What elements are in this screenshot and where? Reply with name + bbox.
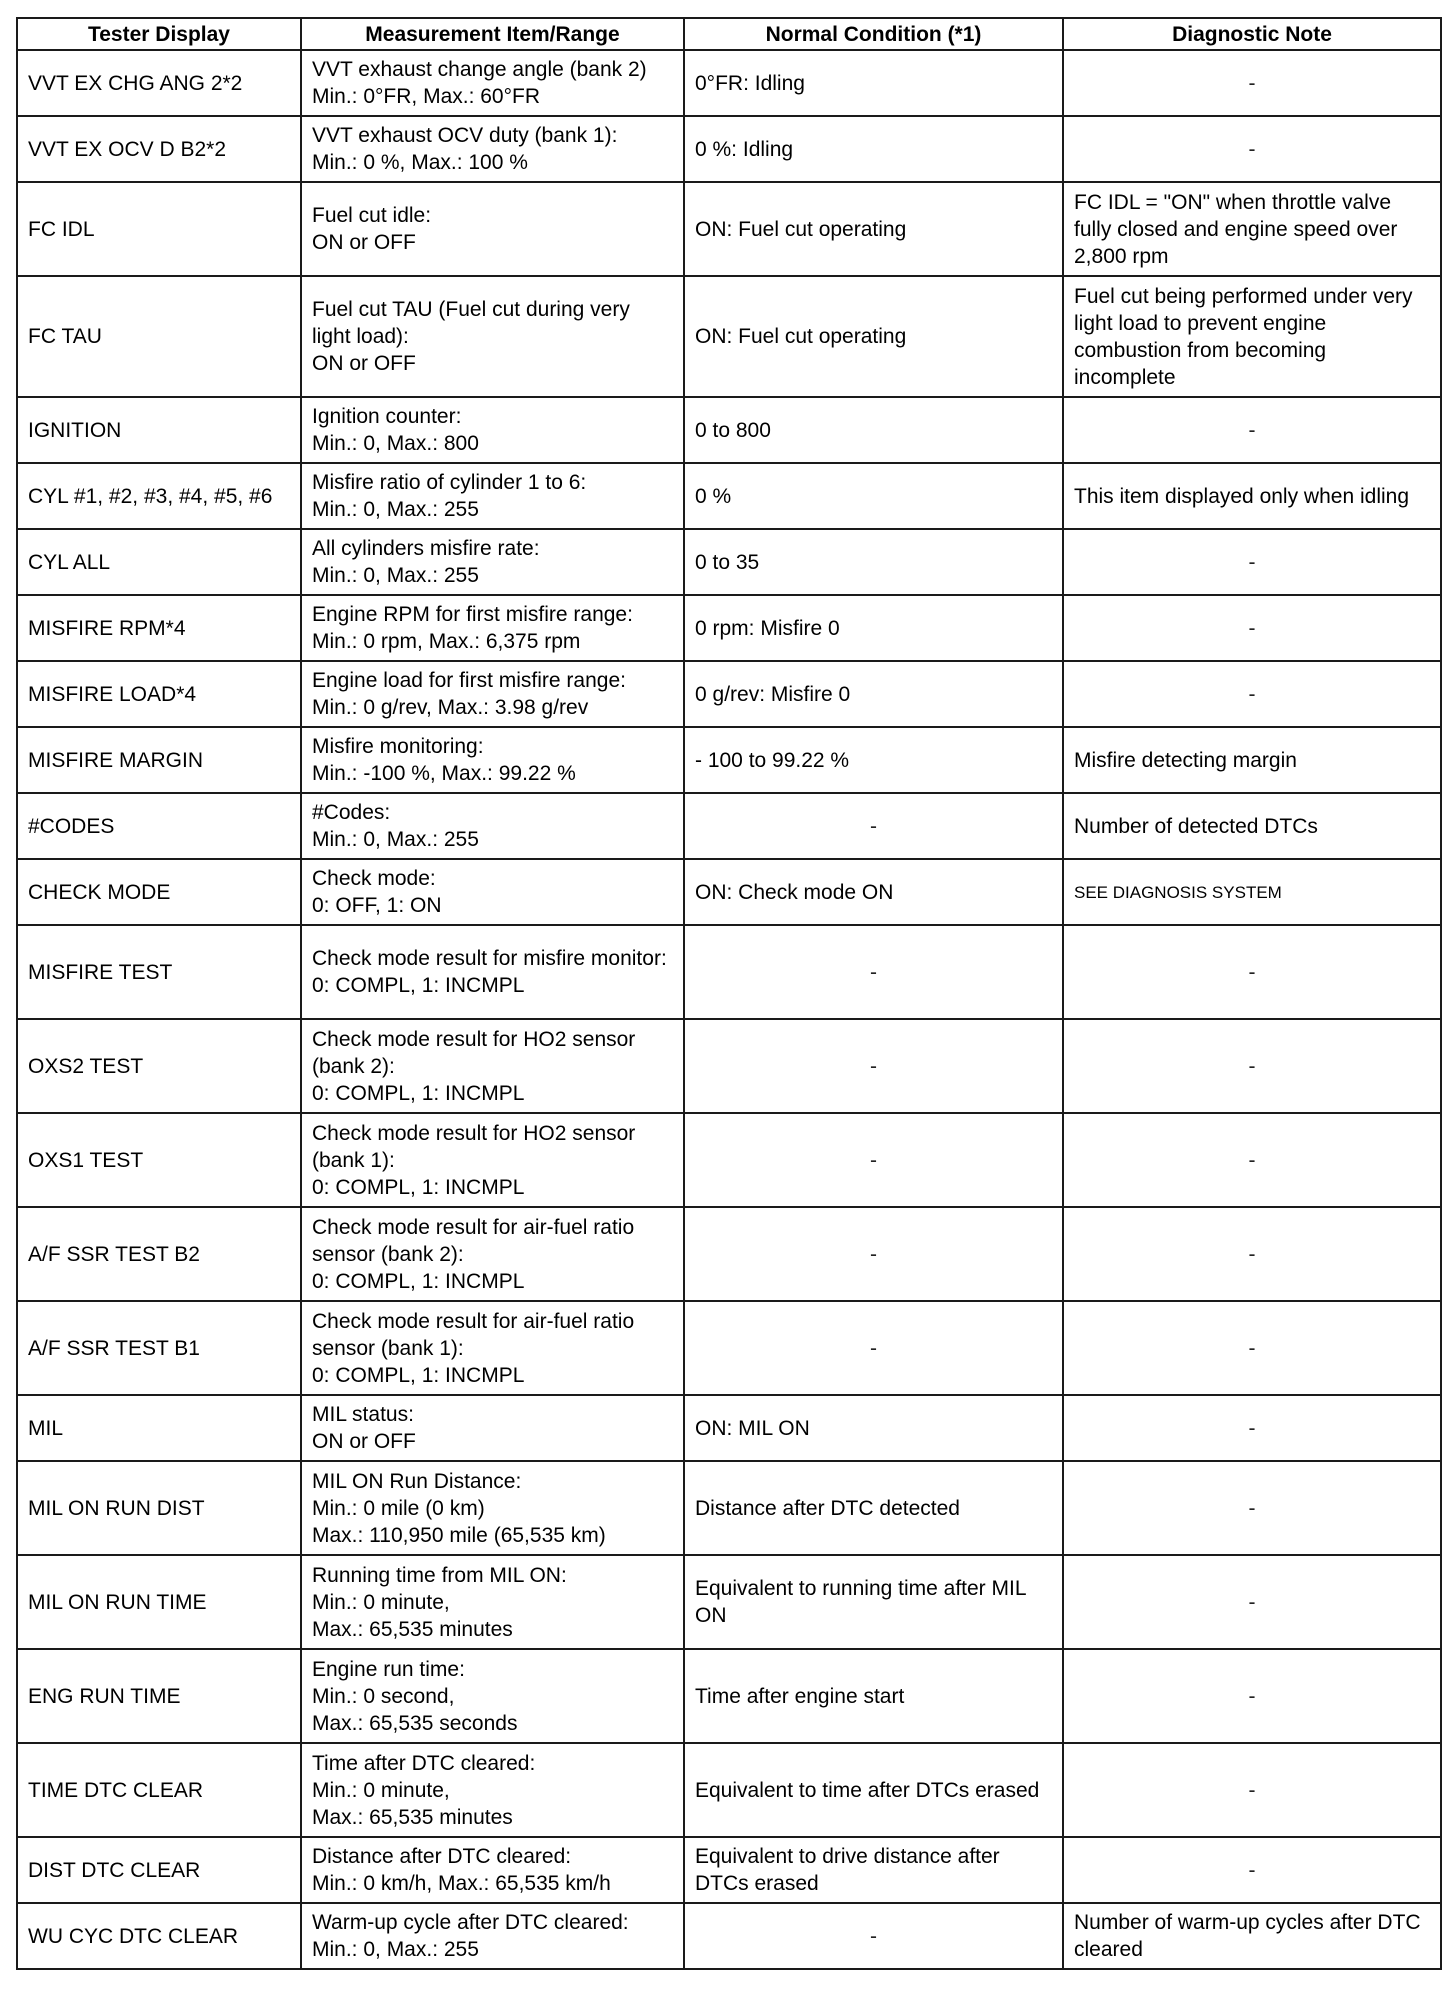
measurement-cell: Misfire monitoring: Min.: -100 %, Max.: 99.22 %	[301, 727, 684, 793]
table-row	[17, 182, 1441, 276]
measurement-cell: VVT exhaust change angle (bank 2) Min.: 0°FR, Max.: 60°FR	[301, 50, 684, 116]
diagnostic-note-cell: -	[1063, 925, 1441, 1019]
diagnostic-note-cell: -	[1063, 1301, 1441, 1395]
normal-condition-cell: ON: MIL ON	[684, 1395, 1063, 1461]
table-row	[17, 1395, 1441, 1461]
measurement-cell: Check mode result for misfire monitor: 0: COMPL, 1: INCMPL	[301, 925, 684, 1019]
normal-condition-cell: 0 g/rev: Misfire 0	[684, 661, 1063, 727]
tester-display-cell: TIME DTC CLEAR	[17, 1743, 301, 1837]
tester-display-cell: MISFIRE RPM*4	[17, 595, 301, 661]
table-row	[17, 116, 1441, 182]
tester-display-cell: MISFIRE TEST	[17, 925, 301, 1019]
tester-display-cell: FC IDL	[17, 182, 301, 276]
measurement-cell: Engine RPM for first misfire range: Min.: 0 rpm, Max.: 6,375 rpm	[301, 595, 684, 661]
header-tester-display: Tester Display	[17, 18, 301, 50]
normal-condition-cell: Time after engine start	[684, 1649, 1063, 1743]
normal-condition-cell: 0 %	[684, 463, 1063, 529]
measurement-cell: VVT exhaust OCV duty (bank 1): Min.: 0 %, Max.: 100 %	[301, 116, 684, 182]
table-header-row	[17, 18, 1441, 50]
diagnostic-note-cell: -	[1063, 1019, 1441, 1113]
measurement-cell: Engine load for first misfire range: Min.: 0 g/rev, Max.: 3.98 g/rev	[301, 661, 684, 727]
measurement-cell: Misfire ratio of cylinder 1 to 6: Min.: 0, Max.: 255	[301, 463, 684, 529]
normal-condition-cell: -	[684, 1301, 1063, 1395]
table-row	[17, 1301, 1441, 1395]
diagnostic-note-cell: -	[1063, 1395, 1441, 1461]
table-row	[17, 397, 1441, 463]
measurement-cell: Check mode result for air-fuel ratio sensor (bank 2): 0: COMPL, 1: INCMPL	[301, 1207, 684, 1301]
measurement-cell: Time after DTC cleared: Min.: 0 minute, Max.: 65,535 minutes	[301, 1743, 684, 1837]
normal-condition-cell: - 100 to 99.22 %	[684, 727, 1063, 793]
diagnostic-note-cell: This item displayed only when idling	[1063, 463, 1441, 529]
diagnostic-data-sheet	[16, 17, 1440, 1970]
measurement-cell: MIL status: ON or OFF	[301, 1395, 684, 1461]
tester-display-cell: CHECK MODE	[17, 859, 301, 925]
table-row	[17, 859, 1441, 925]
measurement-cell: Check mode result for HO2 sensor (bank 2): 0: COMPL, 1: INCMPL	[301, 1019, 684, 1113]
normal-condition-cell: ON: Fuel cut operating	[684, 182, 1063, 276]
normal-condition-cell: ON: Fuel cut operating	[684, 276, 1063, 397]
table-row	[17, 1555, 1441, 1649]
table-row	[17, 1461, 1441, 1555]
diagnostic-note-cell: -	[1063, 1837, 1441, 1903]
data-list-table	[16, 17, 1442, 1970]
tester-display-cell: MISFIRE LOAD*4	[17, 661, 301, 727]
diagnostic-note-cell: -	[1063, 1207, 1441, 1301]
normal-condition-cell: Equivalent to running time after MIL ON	[684, 1555, 1063, 1649]
table-row	[17, 1019, 1441, 1113]
diagnostic-note-cell: -	[1063, 1743, 1441, 1837]
diagnostic-note-cell: Fuel cut being performed under very light load to prevent engine combustion from becoming incomplete	[1063, 276, 1441, 397]
tester-display-cell: IGNITION	[17, 397, 301, 463]
tester-display-cell: FC TAU	[17, 276, 301, 397]
tester-display-cell: OXS1 TEST	[17, 1113, 301, 1207]
tester-display-cell: CYL #1, #2, #3, #4, #5, #6	[17, 463, 301, 529]
table-row	[17, 1837, 1441, 1903]
diagnostic-note-cell: Number of warm-up cycles after DTC cleared	[1063, 1903, 1441, 1969]
diagnostic-note-cell: Misfire detecting margin	[1063, 727, 1441, 793]
table-row	[17, 276, 1441, 397]
diagnostic-note-cell: -	[1063, 595, 1441, 661]
measurement-cell: Engine run time: Min.: 0 second, Max.: 65,535 seconds	[301, 1649, 684, 1743]
table-row	[17, 1207, 1441, 1301]
tester-display-cell: MIL ON RUN DIST	[17, 1461, 301, 1555]
diagnostic-note-cell: -	[1063, 661, 1441, 727]
measurement-cell: Check mode result for HO2 sensor (bank 1): 0: COMPL, 1: INCMPL	[301, 1113, 684, 1207]
tester-display-cell: WU CYC DTC CLEAR	[17, 1903, 301, 1969]
diagnostic-note-cell: -	[1063, 529, 1441, 595]
measurement-cell: Fuel cut idle: ON or OFF	[301, 182, 684, 276]
normal-condition-cell: Equivalent to time after DTCs erased	[684, 1743, 1063, 1837]
table-row	[17, 727, 1441, 793]
diagnostic-note-cell: -	[1063, 1649, 1441, 1743]
diagnostic-note-cell: SEE DIAGNOSIS SYSTEM	[1063, 859, 1441, 925]
diagnostic-note-cell: Number of detected DTCs	[1063, 793, 1441, 859]
tester-display-cell: MISFIRE MARGIN	[17, 727, 301, 793]
normal-condition-cell: 0°FR: Idling	[684, 50, 1063, 116]
normal-condition-cell: -	[684, 1113, 1063, 1207]
tester-display-cell: A/F SSR TEST B1	[17, 1301, 301, 1395]
measurement-cell: Check mode: 0: OFF, 1: ON	[301, 859, 684, 925]
tester-display-cell: ENG RUN TIME	[17, 1649, 301, 1743]
normal-condition-cell: -	[684, 1903, 1063, 1969]
header-diagnostic-note: Diagnostic Note	[1063, 18, 1441, 50]
normal-condition-cell: -	[684, 793, 1063, 859]
tester-display-cell: #CODES	[17, 793, 301, 859]
diagnostic-note-cell: -	[1063, 1113, 1441, 1207]
normal-condition-cell: 0 rpm: Misfire 0	[684, 595, 1063, 661]
measurement-cell: Fuel cut TAU (Fuel cut during very light load): ON or OFF	[301, 276, 684, 397]
normal-condition-cell: 0 to 800	[684, 397, 1063, 463]
table-row	[17, 1649, 1441, 1743]
tester-display-cell: VVT EX CHG ANG 2*2	[17, 50, 301, 116]
table-row	[17, 595, 1441, 661]
measurement-cell: Warm-up cycle after DTC cleared: Min.: 0, Max.: 255	[301, 1903, 684, 1969]
table-row	[17, 50, 1441, 116]
header-measurement-item: Measurement Item/Range	[301, 18, 684, 50]
measurement-cell: Ignition counter: Min.: 0, Max.: 800	[301, 397, 684, 463]
normal-condition-cell: 0 to 35	[684, 529, 1063, 595]
normal-condition-cell: 0 %: Idling	[684, 116, 1063, 182]
table-row	[17, 925, 1441, 1019]
diagnostic-note-cell: -	[1063, 116, 1441, 182]
tester-display-cell: DIST DTC CLEAR	[17, 1837, 301, 1903]
measurement-cell: Distance after DTC cleared: Min.: 0 km/h, Max.: 65,535 km/h	[301, 1837, 684, 1903]
table-row	[17, 463, 1441, 529]
table-row	[17, 529, 1441, 595]
diagnostic-note-cell: -	[1063, 50, 1441, 116]
diagnostic-note-cell: -	[1063, 397, 1441, 463]
measurement-cell: Check mode result for air-fuel ratio sensor (bank 1): 0: COMPL, 1: INCMPL	[301, 1301, 684, 1395]
header-normal-condition: Normal Condition (*1)	[684, 18, 1063, 50]
measurement-cell: Running time from MIL ON: Min.: 0 minute, Max.: 65,535 minutes	[301, 1555, 684, 1649]
normal-condition-cell: ON: Check mode ON	[684, 859, 1063, 925]
normal-condition-cell: Equivalent to drive distance after DTCs erased	[684, 1837, 1063, 1903]
diagnostic-note-cell: -	[1063, 1555, 1441, 1649]
diagnostic-note-cell: -	[1063, 1461, 1441, 1555]
normal-condition-cell: -	[684, 1207, 1063, 1301]
tester-display-cell: MIL ON RUN TIME	[17, 1555, 301, 1649]
normal-condition-cell: Distance after DTC detected	[684, 1461, 1063, 1555]
tester-display-cell: MIL	[17, 1395, 301, 1461]
normal-condition-cell: -	[684, 1019, 1063, 1113]
table-row	[17, 1113, 1441, 1207]
measurement-cell: All cylinders misfire rate: Min.: 0, Max.: 255	[301, 529, 684, 595]
measurement-cell: #Codes: Min.: 0, Max.: 255	[301, 793, 684, 859]
tester-display-cell: VVT EX OCV D B2*2	[17, 116, 301, 182]
table-row	[17, 661, 1441, 727]
measurement-cell: MIL ON Run Distance: Min.: 0 mile (0 km) Max.: 110,950 mile (65,535 km)	[301, 1461, 684, 1555]
tester-display-cell: CYL ALL	[17, 529, 301, 595]
normal-condition-cell: -	[684, 925, 1063, 1019]
tester-display-cell: A/F SSR TEST B2	[17, 1207, 301, 1301]
tester-display-cell: OXS2 TEST	[17, 1019, 301, 1113]
diagnostic-note-cell: FC IDL = "ON" when throttle valve fully closed and engine speed over 2,800 rpm	[1063, 182, 1441, 276]
table-row	[17, 1903, 1441, 1969]
table-row	[17, 793, 1441, 859]
table-row	[17, 1743, 1441, 1837]
